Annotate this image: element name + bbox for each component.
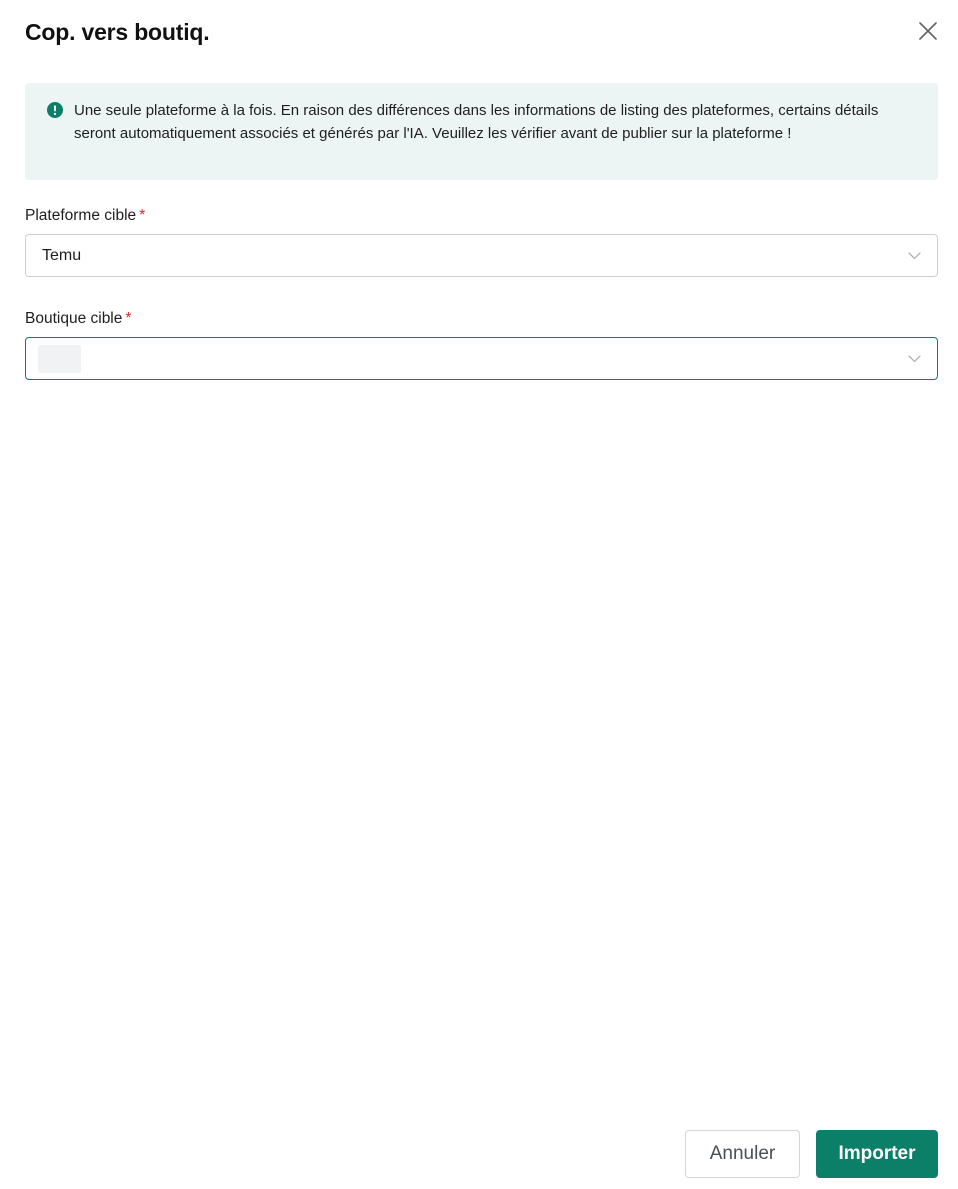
target-shop-label xyxy=(25,310,131,328)
target-shop-label-text: Boutique cible xyxy=(25,310,123,327)
dialog-footer xyxy=(685,1130,938,1178)
chevron-down-icon xyxy=(907,352,921,366)
dialog-header xyxy=(25,14,940,50)
chevron-down-icon xyxy=(907,249,921,263)
close-button[interactable] xyxy=(916,20,940,44)
redacted-shop-value xyxy=(38,345,81,373)
import-button[interactable]: Importer xyxy=(816,1130,938,1178)
info-notice xyxy=(25,83,938,180)
notice-text: Une seule plateforme à la fois. En raison des différences dans les informations de listing des plateformes, certains détails seront automatiquement associés et générés par l'IA. Veuillez les vérifier avant de publier sur la plateforme ! xyxy=(74,102,879,142)
required-mark: * xyxy=(139,207,146,224)
target-platform-label-text: Plateforme cible xyxy=(25,207,137,224)
target-platform-value: Temu xyxy=(42,246,82,264)
required-mark: * xyxy=(125,310,132,327)
target-platform-label xyxy=(25,207,145,225)
cancel-button[interactable]: Annuler xyxy=(685,1130,800,1178)
target-shop-select[interactable] xyxy=(25,337,938,380)
dialog-title: Cop. vers boutiq. xyxy=(25,18,210,45)
close-icon xyxy=(919,22,937,43)
exclamation-circle-icon xyxy=(47,102,63,118)
target-platform-select[interactable] xyxy=(25,234,938,277)
